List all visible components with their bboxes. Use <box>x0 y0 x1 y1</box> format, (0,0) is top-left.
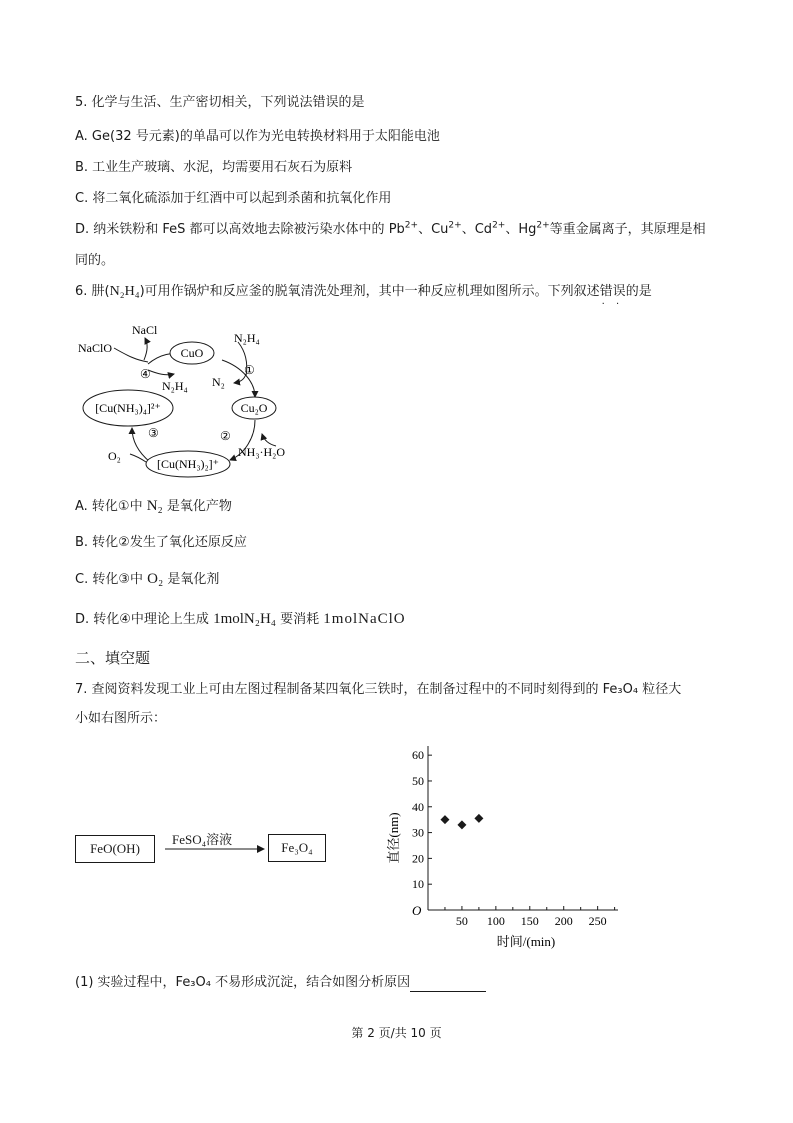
q6-c-formula: O₂ <box>147 571 164 587</box>
naclo-label: NaClO <box>78 341 112 355</box>
q6-option-d: D. 转化④中理论上生成 1molN₂H₄ 要消耗 1molNaClO <box>75 611 406 627</box>
x-tick-label: 150 <box>520 914 539 928</box>
q5-option-d: D. 纳米铁粉和 FeS 都可以高效地去除被污染水体中的 $Pb^{2+}$、$Cu^{2+}$、$Cd^{2+}$、$Hg^{2+}$等重金属离子，其原理是相 <box>75 220 706 237</box>
n2h4-top-label: N₂H₄ <box>234 331 260 345</box>
q5-option-d-cont: 同的。 <box>75 253 115 268</box>
cu-nh3-4-label: [Cu(NH₃)₄]²⁺ <box>95 401 161 415</box>
q5-option-c: C. 将二氧化硫添加于红酒中可以起到杀菌和抗氧化作用 <box>75 191 392 206</box>
n2-label: N₂ <box>212 375 225 389</box>
q5-option-b: B. 工业生产玻璃、水泥，均需要用石灰石为原料 <box>75 160 353 175</box>
step2-label: ② <box>220 429 231 443</box>
page-footer: 第 2 页/共 10 页 <box>351 1026 442 1040</box>
data-point <box>440 815 449 824</box>
q6-d-formula-2: 1molNaClO <box>323 611 406 627</box>
q6-formula: N₂H₄ <box>109 284 140 299</box>
x-tick-label: 100 <box>486 914 505 928</box>
step4-label: ④ <box>140 367 151 381</box>
ion-cu: $Cu^{2+}$ <box>431 220 462 237</box>
x-tick-label: 250 <box>588 914 607 928</box>
ion-cd: $Cd^{2+}$ <box>474 220 506 237</box>
q6-option-b: B. 转化②发生了氧化还原反应 <box>75 535 247 550</box>
y-tick-label: 30 <box>412 825 424 840</box>
ion-hg: $Hg^{2+}$ <box>518 220 550 237</box>
origin-label: O <box>412 903 422 918</box>
x-tick-label: 50 <box>455 914 468 928</box>
n2h4-left-label: N₂H₄ <box>162 379 188 393</box>
flow-arrow <box>165 843 265 855</box>
y-tick-label: 40 <box>412 799 424 814</box>
flow-box-start: FeO(OH) <box>75 835 155 863</box>
q7-stem-line2: 小如右图所示： <box>75 711 167 726</box>
y-tick-label: 60 <box>412 748 424 763</box>
flow-reagent-label: FeSO₄溶液 <box>172 832 233 847</box>
x-tick-label: 200 <box>554 914 573 928</box>
q6-option-c: C. 转化③中 O₂ 是氧化剂 <box>75 571 220 587</box>
q5-stem: 5. 化学与生活、生产密切相关，下列说法错误的是 <box>75 95 365 110</box>
ion-pb: $Pb^{2+}$ <box>388 220 419 237</box>
nh3h2o-label: NH₃·H₂O <box>238 445 286 459</box>
step1-label: ① <box>244 363 255 377</box>
q6-stem: 6. 肼(N₂H₄)可用作锅炉和反应釜的脱氧清洗处理剂，其中一种反应机理如图所示。下列叙述错误 · ·的是 <box>75 283 652 301</box>
section-title: 二、填空题 <box>75 649 151 667</box>
y-tick-label: 20 <box>412 851 424 866</box>
nacl-label: NaCl <box>132 323 158 337</box>
step3-label: ③ <box>148 426 159 440</box>
data-point <box>457 820 466 829</box>
y-axis-label: 直径(nm) <box>386 812 401 864</box>
o2-label: O₂ <box>108 449 121 463</box>
q7-sub1: (1) 实验过程中，Fe₃O₄ 不易形成沉淀，结合如图分析原因 <box>75 974 486 992</box>
answer-blank[interactable] <box>410 977 486 992</box>
data-point <box>474 814 483 823</box>
flow-box-end: Fe₃O₄ <box>268 834 326 862</box>
q5-option-a: A. Ge(32 号元素)的单晶可以作为光电转换材料用于太阳能电池 <box>75 129 440 144</box>
y-tick-label: 10 <box>412 877 424 892</box>
q6-d-formula-1: 1molN₂H₄ <box>213 611 277 627</box>
q6-emphasis: 错误 · · <box>600 284 626 299</box>
particle-size-chart <box>378 738 638 953</box>
x-axis-label: 时间/(min) <box>496 934 556 949</box>
q7-stem-line1: 7. 查阅资料发现工业上可由左图过程制备某四氧化三铁时，在制备过程中的不同时刻得到的 Fe₃O₄ 粒径大 <box>75 682 682 697</box>
q6-option-a: A. 转化①中 N₂ 是氧化产物 <box>75 498 232 514</box>
cu2o-label: Cu₂O <box>240 401 268 415</box>
cuo-label: CuO <box>180 346 204 360</box>
q6-a-formula: N₂ <box>146 498 163 514</box>
y-tick-label: 50 <box>412 773 424 788</box>
cu-nh3-2-label: [Cu(NH₃)₂]⁺ <box>156 457 220 471</box>
reaction-cycle-diagram <box>70 312 330 482</box>
